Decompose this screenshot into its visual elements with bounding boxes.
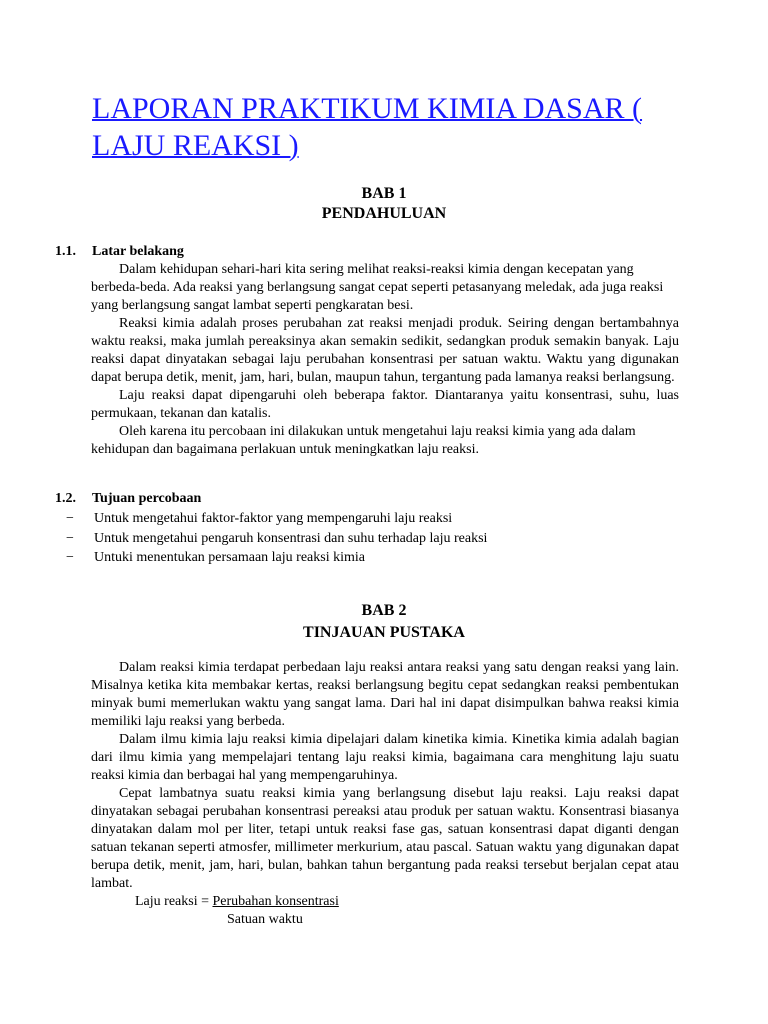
paragraph: Dalam ilmu kimia laju reaksi kimia dipelajari dalam kinetika kimia. Kinetika kimia adalah bagian dari ilmu kimia yang mempelajari tentang laju reaksi kimia, bagaimana cara menghitung laju suatu reaksi kimia dan berbagai hal yang mempengaruhinya. xyxy=(91,732,679,783)
paragraph: Dalam kehidupan sehari-hari kita sering melihat reaksi-reaksi kimia dengan kecepatan yang berbeda-beda. Ada reaksi yang berlangsung sangat cepat seperti petasanyang meledak, ada juga reaksi yang berlangsung sangat lambat seperti pengkaratan besi. xyxy=(91,262,664,313)
list-item xyxy=(66,548,626,568)
section-1-2-heading xyxy=(55,490,201,507)
bab2-heading: TINJAUAN PUSTAKA xyxy=(303,624,465,641)
section-1-2-number: 1.2. xyxy=(55,491,76,506)
bab1-label: BAB 1 xyxy=(361,185,407,202)
paragraph: Cepat lambatnya suatu reaksi kimia yang berlangsung disebut laju reaksi. Laju reaksi dapat dinyatakan sebagai perubahan konsentrasi pereaksi atau produk per satuan waktu. Konsentrasi biasanya dinyatakan dalam mol per liter, tetapi untuk reaksi fase gas, satuan konsentrasi dapat diganti dengan satuan tekanan seperti atmosfer, millimeter merkurium, atau pascal. Satuan waktu yang digunakan dapat berupa detik, menit, jam, hari, bulan, bahkan tahun bergantung pada reaksi tersebut berjalan cepat atau lambat. xyxy=(91,786,679,891)
dash-bullet: − xyxy=(66,511,74,526)
list-item-text: Untuk mengetahui faktor-faktor yang mempengaruhi laju reaksi xyxy=(94,511,453,526)
dash-bullet: − xyxy=(66,550,74,565)
formula-lhs: Laju reaksi = xyxy=(135,894,213,909)
list-item xyxy=(66,529,626,549)
formula-numerator: Perubahan konsentrasi xyxy=(212,894,339,909)
document-title[interactable] xyxy=(92,90,712,164)
bab2-label: BAB 2 xyxy=(361,602,407,619)
title-line-1[interactable]: LAPORAN PRAKTIKUM KIMIA DASAR ( xyxy=(92,92,643,125)
section-1-1-heading xyxy=(55,243,184,260)
rate-formula xyxy=(135,893,339,911)
paragraph: Laju reaksi dapat dipengaruhi oleh beberapa faktor. Diantaranya yaitu konsentrasi, suhu, luas permukaan, tekanan dan katalis. xyxy=(91,388,679,421)
list-item-text: Untuk mengetahui pengaruh konsentrasi dan suhu terhadap laju reaksi xyxy=(94,530,488,546)
formula-denominator: Satuan waktu xyxy=(227,912,303,927)
section-1-1-body xyxy=(91,261,679,459)
paragraph: Dalam reaksi kimia terdapat perbedaan laju reaksi antara reaksi yang satu dengan reaksi yang lain. Misalnya ketika kita membakar kertas, reaksi berlangsung begitu cepat sedangkan reaksi pembentukan minyak bumi memerlukan waktu yang sangat lama. Dari hal ini dapat disimpulkan bahwa reaksi kimia memiliki laju reaksi yang berbeda. xyxy=(91,660,679,729)
section-1-1-number: 1.1. xyxy=(55,244,76,259)
bab1-heading: PENDAHULUAN xyxy=(321,205,447,222)
paragraph: Reaksi kimia adalah proses perubahan zat reaksi menjadi produk. Seiring dengan bertambahnya waktu reaksi, maka jumlah pereaksinya akan semakin sedikit, sedangkan produk semakin banyak. Laju reaksi dapat dinyatakan sebagai laju perubahan konsentrasi per satuan waktu. Waktu yang digunakan dapat berupa detik, menit, jam, hari, bulan, maupun tahun, tergantung pada lamanya reaksi berlangsung. xyxy=(91,316,679,385)
objectives-list xyxy=(66,509,626,568)
section-1-1-title: Latar belakang xyxy=(92,244,184,259)
bab2-body xyxy=(91,659,679,893)
list-item-text: Untuki menentukan persamaan laju reaksi kimia xyxy=(94,550,365,565)
paragraph: Oleh karena itu percobaan ini dilakukan untuk mengetahui laju reaksi kimia yang ada dalam kehidupan dan bagaimana perlakuan untuk meningkatkan laju reaksi. xyxy=(91,424,636,457)
section-1-2-title: Tujuan percobaan xyxy=(92,491,202,506)
dash-bullet: − xyxy=(66,530,74,546)
list-item xyxy=(66,509,626,529)
title-line-2[interactable]: LAJU REAKSI ) xyxy=(92,129,299,162)
